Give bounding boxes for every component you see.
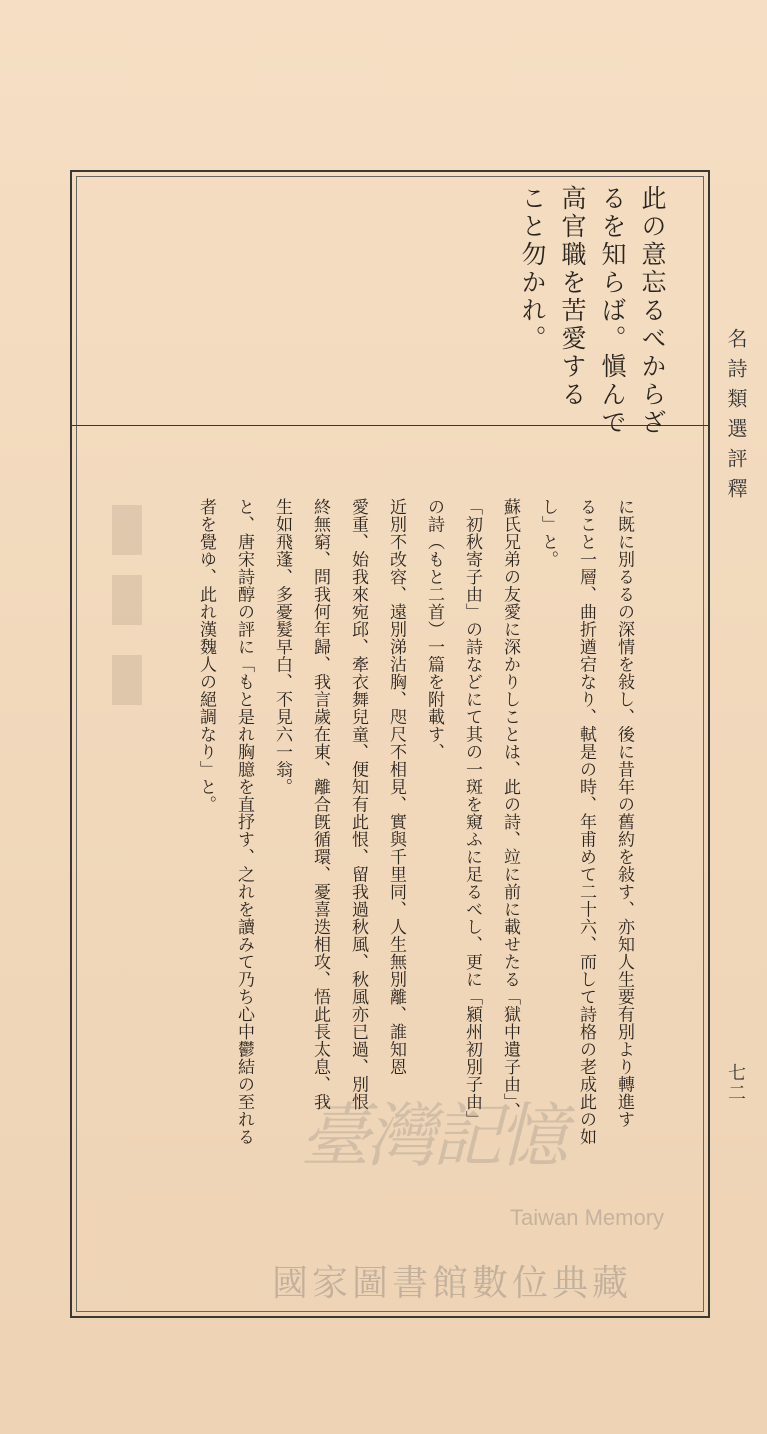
commentary-line: と、唐宋詩醇の評に「もと是れ胸臆を直抒す、之れを讀みて乃ち心中鬱結の至れる xyxy=(234,498,254,1146)
commentary-line: 蘇氏兄弟の友愛に深かりしことは、此の詩、竝に前に載せたる「獄中遺子由」、 xyxy=(500,498,520,1120)
commentary-line: ること一層、曲折遒宕なり、軾是の時、年甫めて二十六、而して詩格の老成此の如 xyxy=(576,498,596,1146)
commentary-line: 「初秋寄子由」の詩などにて其の一斑を窺ふに足るべし、更に「潁州初別子由」 xyxy=(462,498,482,1128)
poem-line: 終無窮、問我何年歸、我言歲在東、離合旣循環、憂喜迭相攻、悟此長太息、我 xyxy=(310,498,330,1111)
translation-line: こと勿かれ。 xyxy=(518,185,547,353)
translation-block xyxy=(516,185,668,437)
watermark-script: 臺灣記憶 xyxy=(300,1095,564,1177)
commentary-line: し」と。 xyxy=(538,498,558,568)
poem-line: 近別不改容、遠別涕沾胸、咫尺不相見、實與千里同、人生無別離、誰知恩 xyxy=(386,498,406,1076)
translation-line: るを知らば。愼んで xyxy=(598,185,627,437)
commentary-line: 者を覺ゆ、此れ漢魏人の絕調なり」と。 xyxy=(196,498,216,813)
translation-line: 高官職を苦愛する xyxy=(558,185,587,409)
commentary-line: に既に別るるの深情を敍し、後に昔年の舊約を敍す、亦知人生要有別より轉進す xyxy=(614,498,634,1128)
poem-line: 生如飛蓬、多憂髮早白、不見六一翁。 xyxy=(272,498,292,796)
show-through-mark xyxy=(110,495,144,715)
translation-line: 此の意忘るべからざ xyxy=(638,185,667,437)
poem-line: 愛重、始我來宛邱、牽衣舞兒童、便知有此恨、留我過秋風、秋風亦已過、別恨 xyxy=(348,498,368,1111)
watermark-english: Taiwan Memory xyxy=(510,1205,665,1230)
running-head: 名詩類選評釋 xyxy=(724,328,748,508)
commentary-line: の詩（もと二首）一篇を附載す、 xyxy=(424,498,444,761)
page-number: 七二 xyxy=(725,1063,746,1103)
watermark-chinese: 國家圖書館數位典藏 xyxy=(272,1263,633,1304)
